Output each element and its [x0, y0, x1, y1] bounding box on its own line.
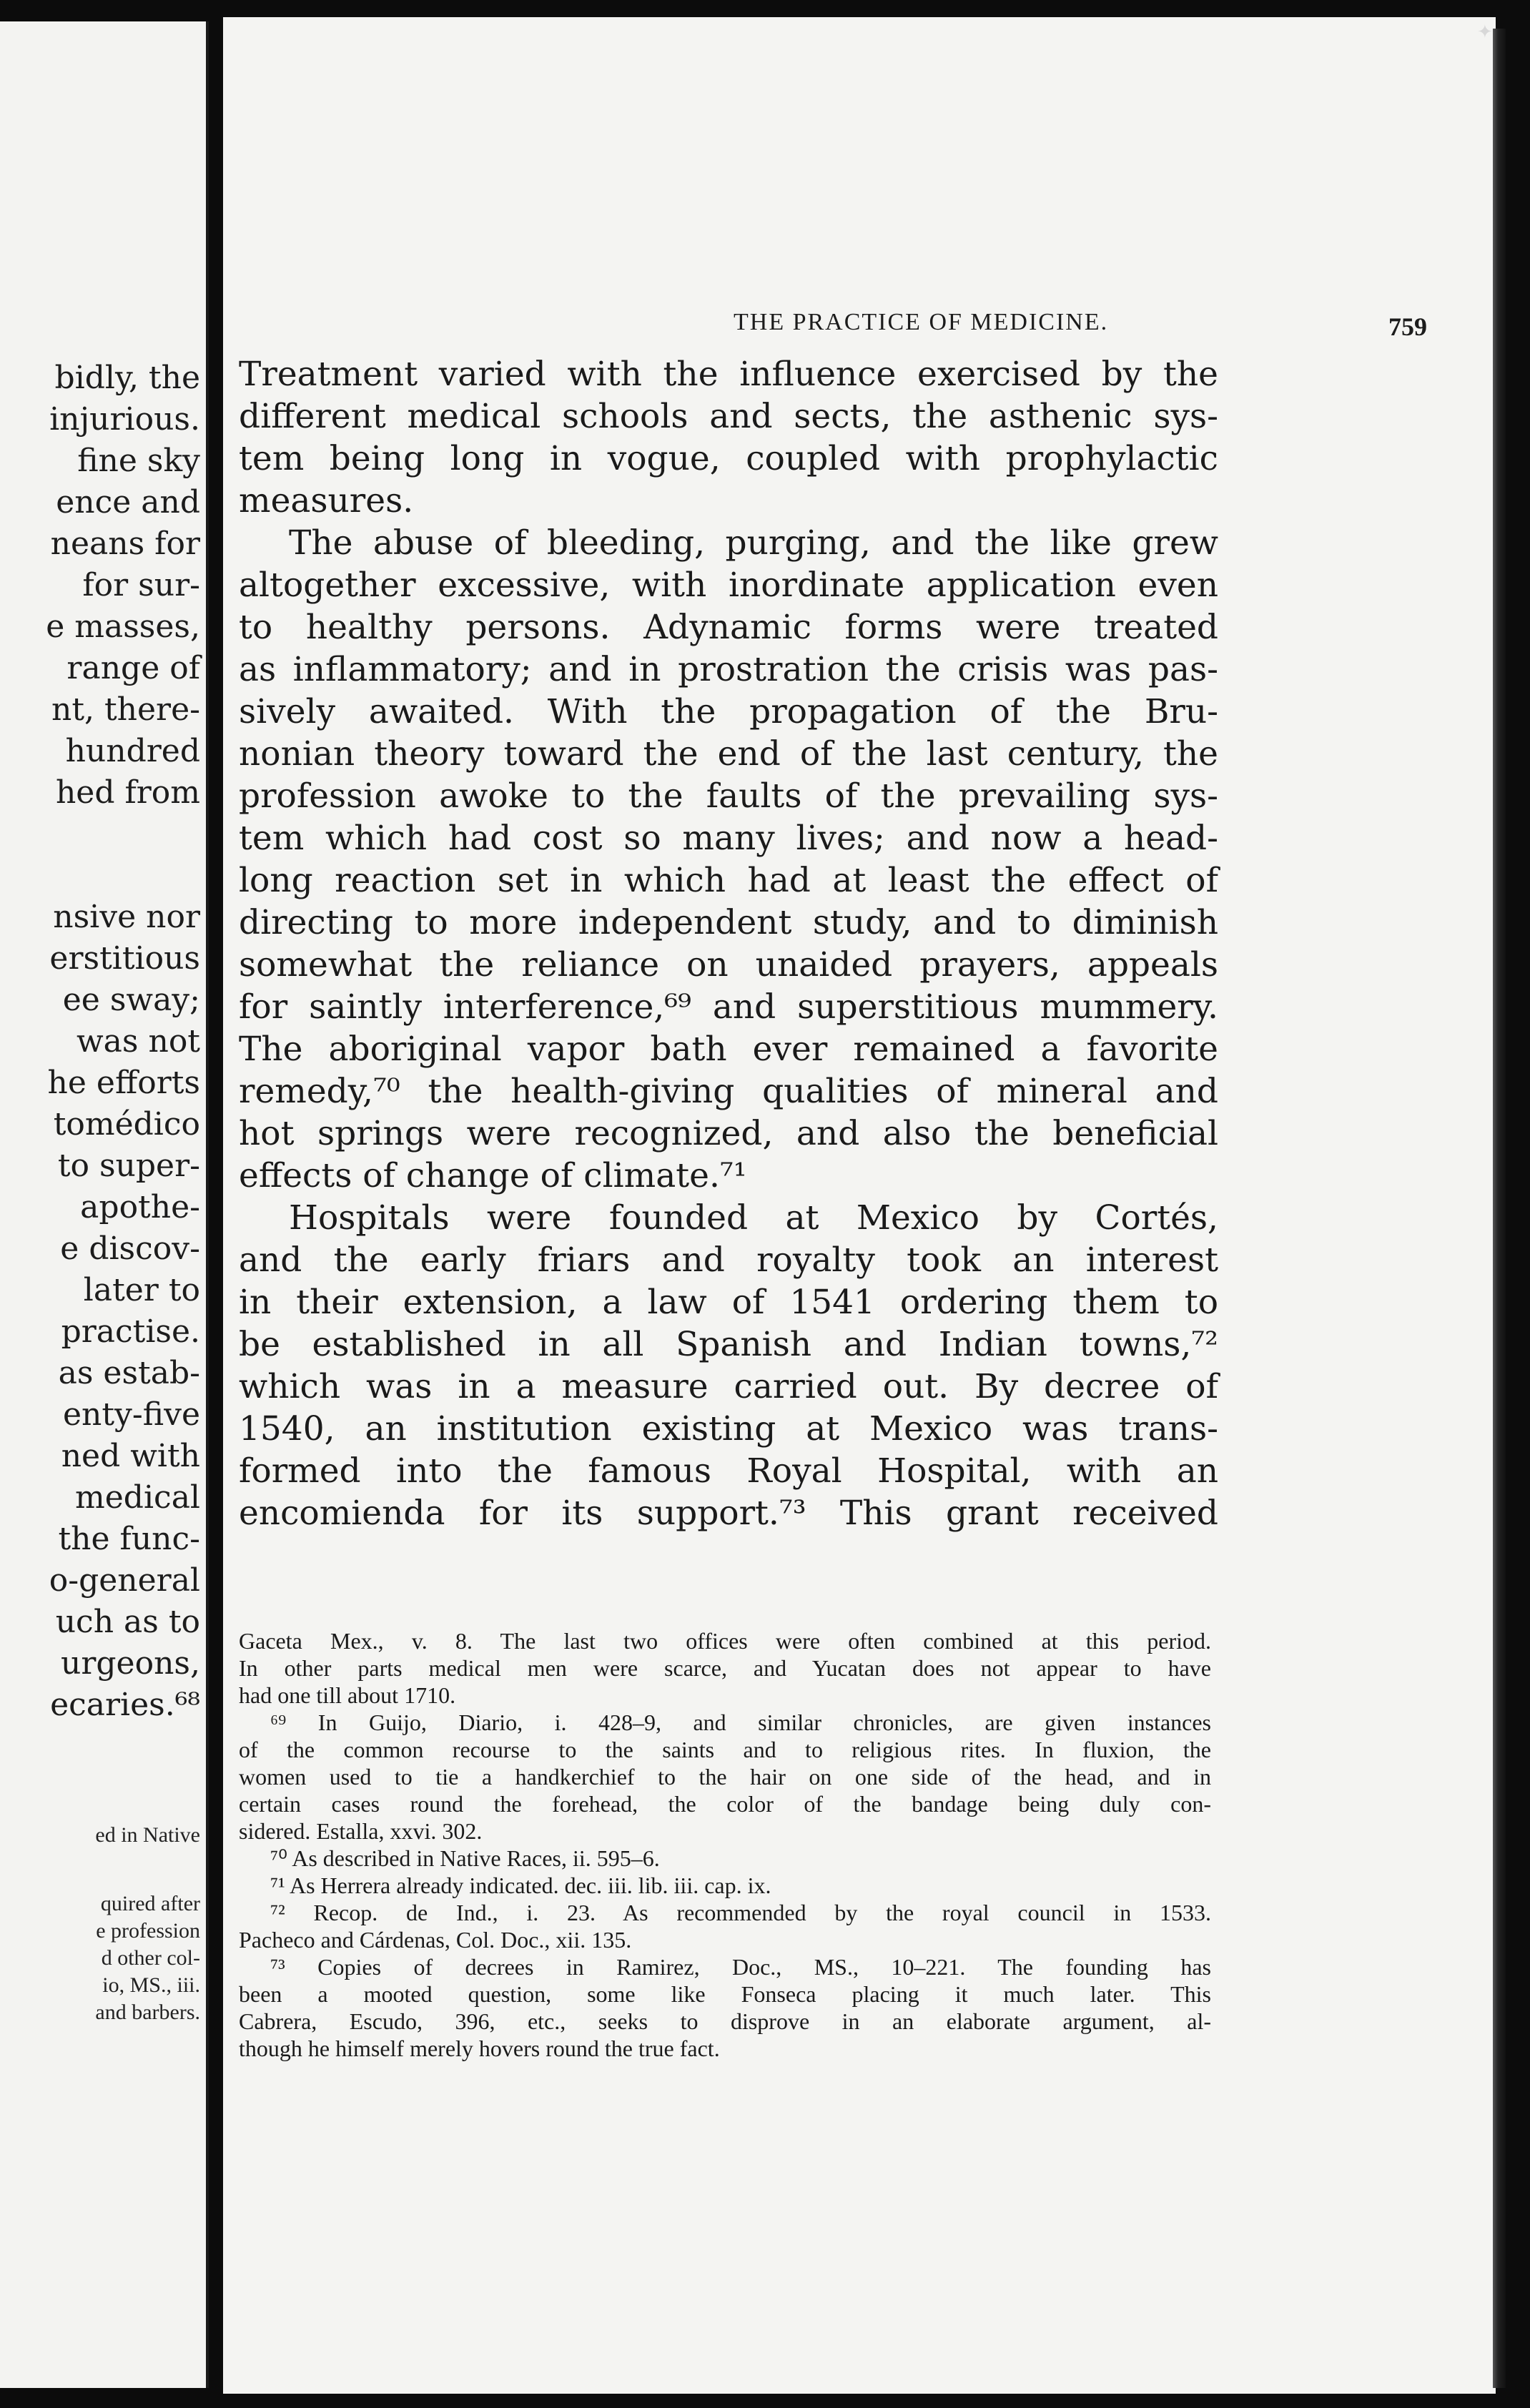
body-line: as inflammatory; and in prostration the crisis was pas-	[239, 650, 1218, 689]
left-note-line: io, MS., iii.	[102, 1973, 200, 1997]
left-line: hundred	[65, 733, 200, 769]
footnote-line: been a mooted question, some like Fonseca placing it much later. This	[239, 1981, 1211, 2007]
left-line: tomédico	[53, 1106, 200, 1143]
body-line: which was in a measure carried out. By decree of	[239, 1367, 1218, 1406]
left-line: injurious.	[49, 401, 200, 438]
left-line: practise.	[61, 1313, 200, 1350]
left-line: neans for	[50, 525, 200, 562]
body-line: tem which had cost so many lives; and now a head-	[239, 819, 1218, 858]
left-line: to super-	[57, 1148, 200, 1184]
main-page	[223, 17, 1496, 2394]
left-line: fine sky	[77, 443, 200, 479]
body-line: be established in all Spanish and Indian towns,⁷²	[239, 1325, 1218, 1364]
footnote-line: ⁷⁰ As described in Native Races, ii. 595–6.	[270, 1845, 660, 1871]
body-line: to healthy persons. Adynamic forms were treated	[239, 608, 1218, 647]
body-line: The abuse of bleeding, purging, and the like grew	[289, 523, 1218, 563]
body-line: formed into the famous Royal Hospital, with an	[239, 1451, 1218, 1491]
left-line: e masses,	[46, 608, 200, 645]
left-line: o-general	[49, 1562, 200, 1599]
left-line: bidly, the	[54, 360, 200, 396]
body-text	[239, 353, 1218, 1534]
left-line: enty-five	[62, 1396, 200, 1433]
footnote-line: though he himself merely hovers round the true fact.	[239, 2036, 720, 2061]
paragraph-gap	[0, 1849, 200, 1890]
body-line: effects of change of climate.⁷¹	[239, 1156, 747, 1195]
running-head	[512, 309, 1427, 349]
left-note-line: e profession	[96, 1919, 200, 1943]
body-line: in their extension, a law of 1541 ordering them to	[239, 1283, 1218, 1322]
left-line: for sur-	[82, 567, 200, 603]
left-line: ence and	[56, 484, 200, 520]
body-line: Treatment varied with the influence exercised by the	[239, 355, 1218, 394]
left-note-line: d other col-	[101, 1946, 200, 1970]
left-page-footnotes	[0, 1822, 200, 2026]
left-note-line: quired after	[100, 1892, 200, 1915]
left-line: ee sway;	[62, 982, 200, 1018]
body-line: profession awoke to the faults of the prevailing sys-	[239, 776, 1218, 816]
footnote-line: Cabrera, Escudo, 396, etc., seeks to disprove in an elaborate argument, al-	[239, 2008, 1211, 2034]
body-line: encomienda for its support.⁷³ This grant received	[239, 1494, 1218, 1533]
left-line: medical	[75, 1479, 200, 1516]
footnote-line: had one till about 1710.	[239, 1682, 456, 1708]
left-line: he efforts	[47, 1065, 200, 1101]
left-line: urgeons,	[61, 1645, 200, 1682]
footnote-line: ⁷³ Copies of decrees in Ramirez, Doc., MS., 10–221. The founding has	[270, 1954, 1211, 1980]
left-line: as estab-	[58, 1355, 200, 1391]
left-note-line: and barbers.	[95, 2000, 200, 2024]
body-line: hot springs were recognized, and also the beneficial	[239, 1114, 1218, 1153]
body-line: long reaction set in which had at least the effect of	[239, 861, 1218, 900]
page-corner-mark: ✦	[1477, 21, 1493, 43]
left-facing-page	[0, 21, 209, 2388]
footnote-line: women used to tie a handkerchief to the hair on one side of the head, and in	[239, 1764, 1211, 1790]
body-line: Hospitals were founded at Mexico by Cortés,	[289, 1198, 1218, 1238]
body-line: different medical schools and sects, the asthenic sys-	[239, 397, 1218, 436]
left-line: later to	[83, 1272, 200, 1308]
body-line: sively awaited. With the propagation of the Bru-	[239, 692, 1218, 731]
body-line: directing to more independent study, and to diminish	[239, 903, 1218, 942]
left-line: apothe-	[80, 1189, 200, 1225]
left-line: nsive nor	[53, 899, 200, 935]
body-line: for saintly interference,⁶⁹ and superstitious mummery.	[239, 987, 1218, 1027]
body-line: altogether excessive, with inordinate application even	[239, 566, 1218, 605]
paragraph-gap	[0, 814, 200, 897]
left-line: uch as to	[55, 1604, 200, 1640]
left-line: range of	[66, 650, 200, 686]
left-line: ecaries.⁶⁸	[50, 1687, 200, 1723]
body-line: tem being long in vogue, coupled with prophylactic	[239, 439, 1218, 478]
left-line: hed from	[55, 774, 200, 811]
footnote-line: ⁷¹ As Herrera already indicated. dec. iii. lib. iii. cap. ix.	[270, 1872, 771, 1898]
footnotes	[239, 1627, 1211, 2062]
left-line: nt, there-	[51, 691, 200, 728]
left-line: the func-	[58, 1521, 200, 1557]
footnote-line: Pacheco and Cárdenas, Col. Doc., xii. 135.	[239, 1927, 632, 1953]
footnote-line: of the common recourse to the saints and to religious rites. In fluxion, the	[239, 1737, 1211, 1762]
page-number: 759	[1388, 312, 1427, 341]
left-line: was not	[76, 1023, 200, 1060]
body-line: nonian theory toward the end of the last century, the	[239, 734, 1218, 774]
footnote-line: ⁷² Recop. de Ind., i. 23. As recommended by the royal council in 1533.	[270, 1900, 1211, 1925]
body-line: 1540, an institution existing at Mexico was trans-	[239, 1409, 1218, 1449]
footnote-line: In other parts medical men were scarce, and Yucatan does not appear to have	[239, 1655, 1211, 1681]
body-line: The aboriginal vapor bath ever remained a favorite	[239, 1030, 1218, 1069]
footnote-line: ⁶⁹ In Guijo, Diario, i. 428–9, and similar chronicles, are given instances	[270, 1709, 1211, 1735]
left-line: e discov-	[60, 1230, 200, 1267]
left-note-line: ed in Native	[95, 1823, 200, 1847]
running-title: THE PRACTICE OF MEDICINE.	[734, 309, 1109, 335]
body-line: measures.	[239, 481, 414, 520]
body-line: and the early friars and royalty took an interest	[239, 1240, 1218, 1280]
left-line: ned with	[61, 1438, 200, 1474]
footnote-line: certain cases round the forehead, the color of the bandage being duly con-	[239, 1791, 1211, 1817]
page-edge-shadow	[1493, 29, 1506, 2388]
left-page-text-column	[0, 357, 200, 1726]
footnote-line: sidered. Estalla, xxvi. 302.	[239, 1818, 483, 1844]
left-line: erstitious	[49, 940, 200, 977]
body-line: somewhat the reliance on unaided prayers, appeals	[239, 945, 1218, 985]
footnote-line: Gaceta Mex., v. 8. The last two offices were often combined at this period.	[239, 1628, 1211, 1654]
body-line: remedy,⁷⁰ the health-giving qualities of mineral and	[239, 1072, 1218, 1111]
